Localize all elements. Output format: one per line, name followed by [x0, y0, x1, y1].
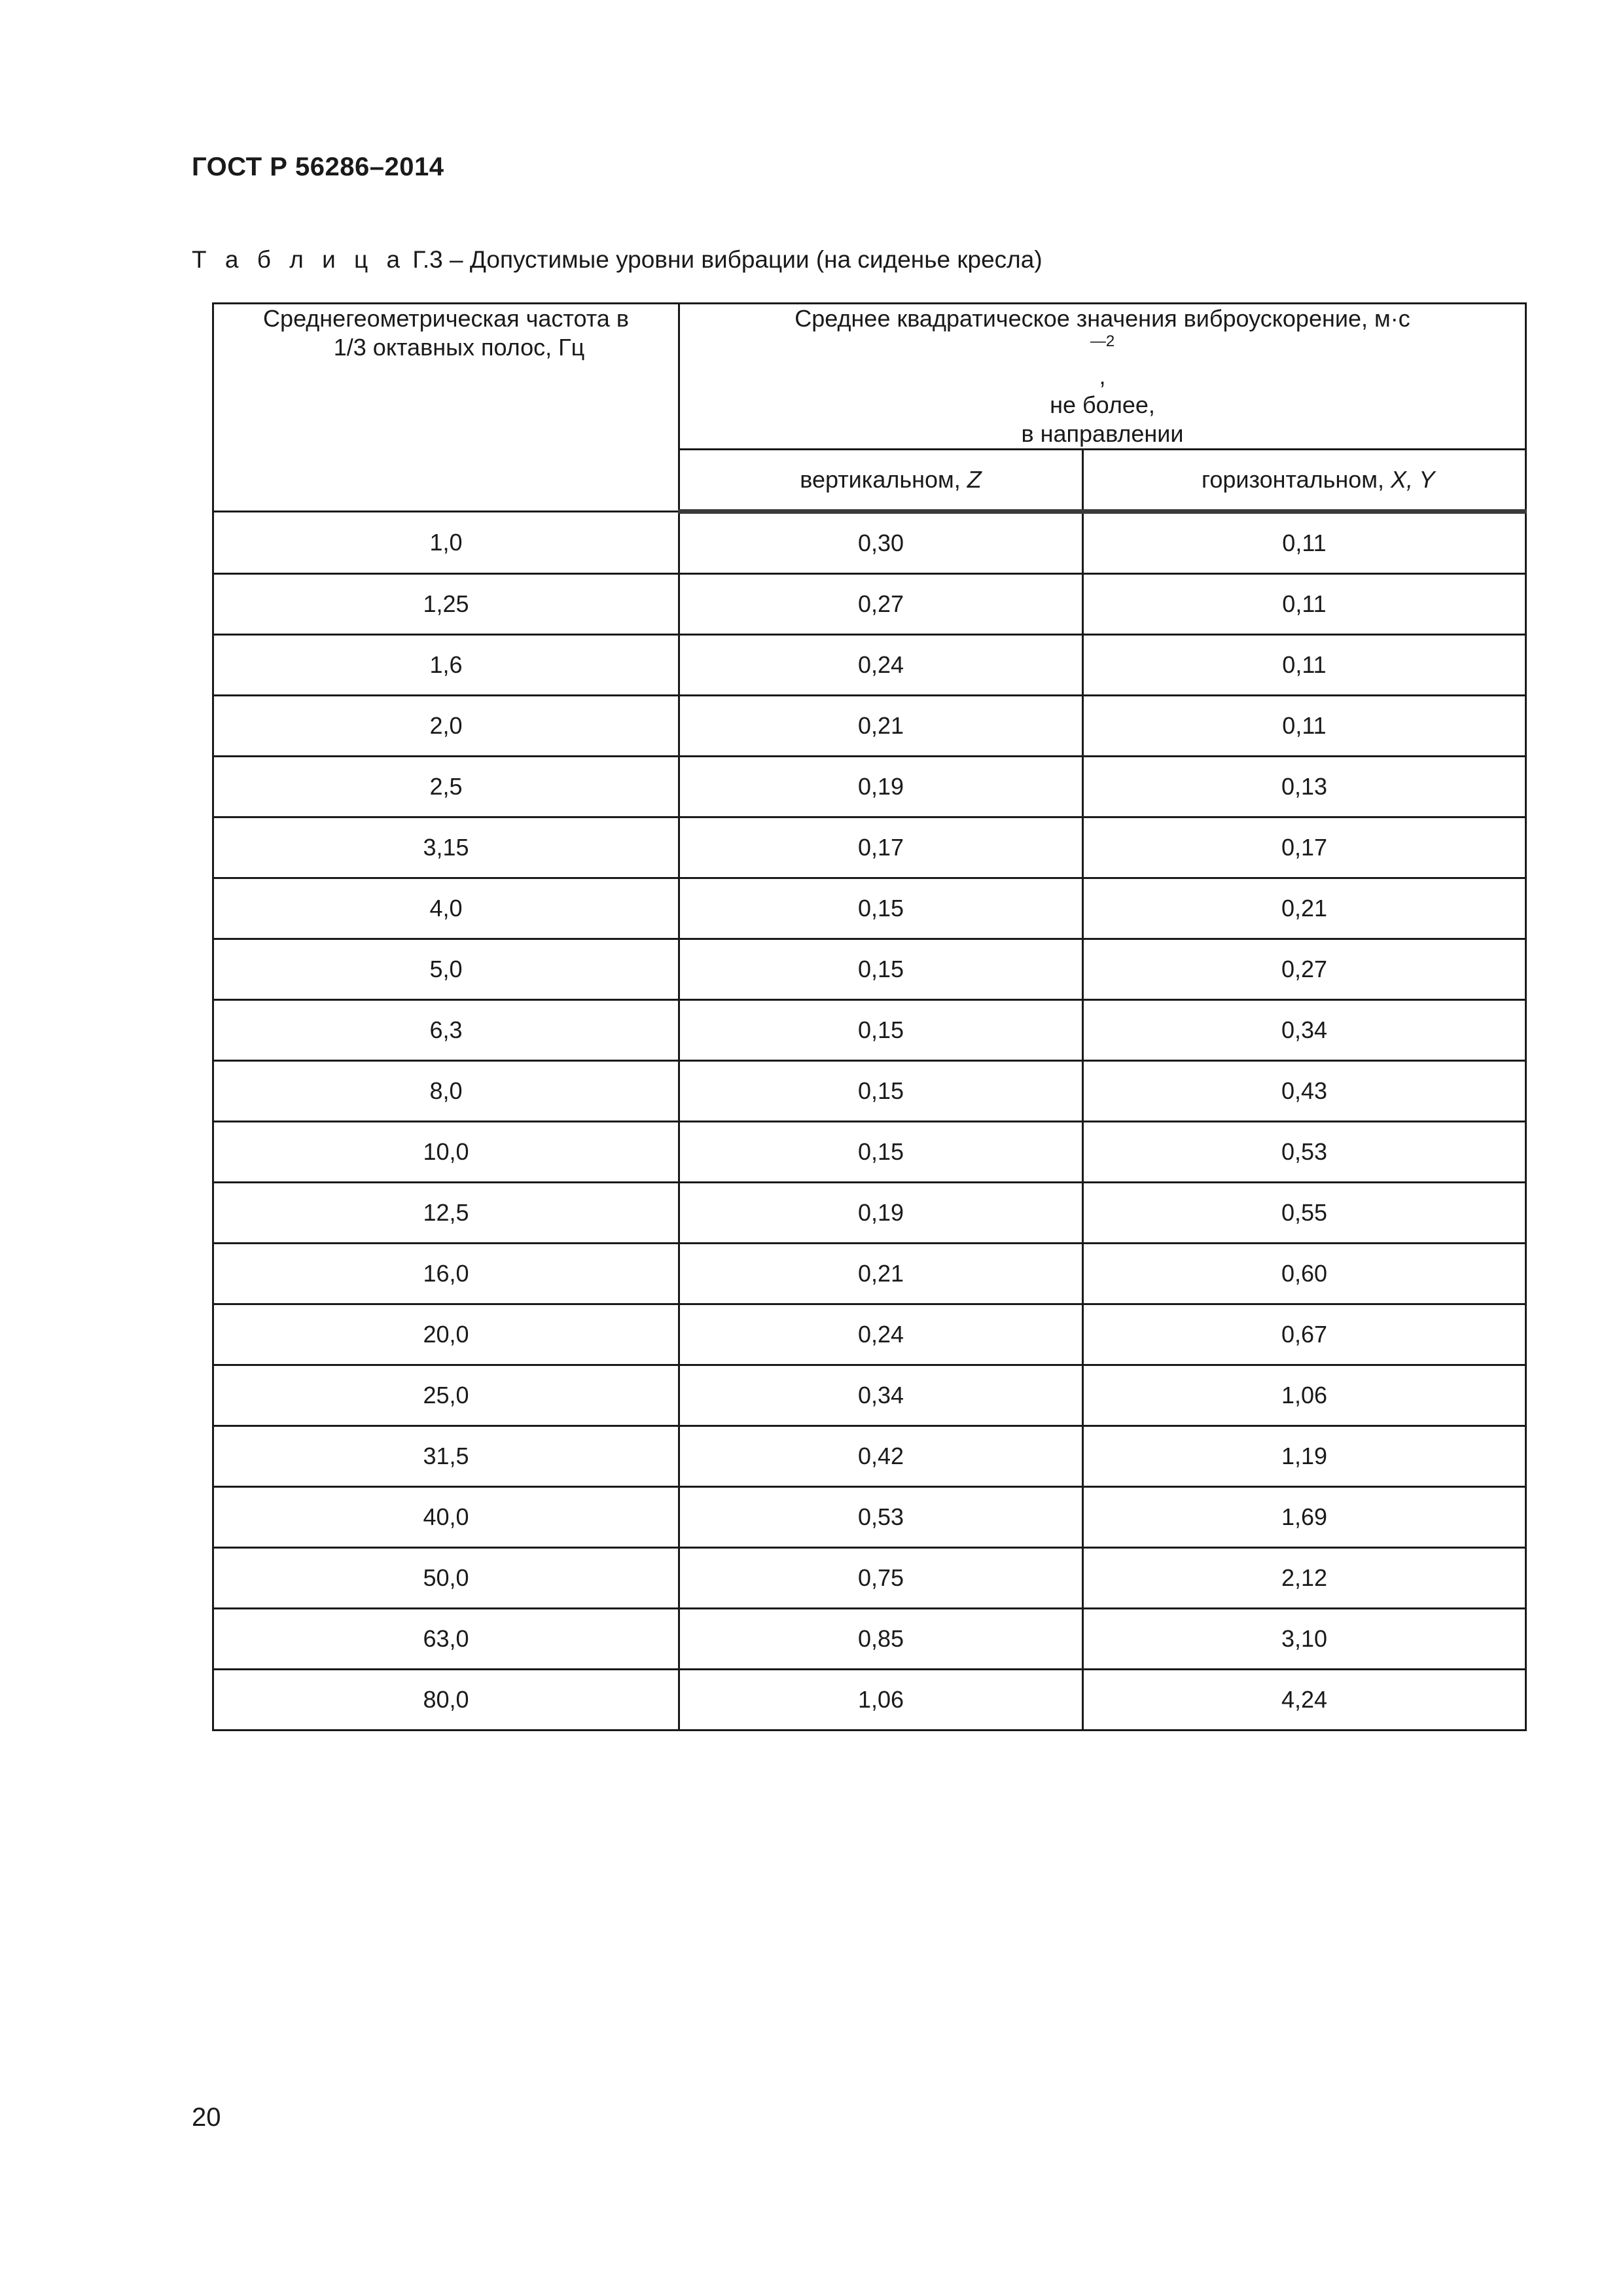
table-row — [213, 1426, 1526, 1487]
header-acceleration-exponent: —2 — [1090, 332, 1115, 350]
cell-frequency: 2,5 — [213, 757, 679, 817]
table-row — [213, 696, 1526, 757]
cell-frequency: 1,6 — [213, 635, 679, 696]
table-row — [213, 1487, 1526, 1548]
table-caption — [192, 246, 1043, 274]
table-row — [213, 1609, 1526, 1670]
header-acceleration-line2: не более, — [1050, 391, 1155, 418]
header-acceleration-comma: , — [1099, 363, 1106, 389]
cell-vertical: 0,24 — [679, 1304, 1083, 1365]
cell-frequency: 16,0 — [213, 1244, 679, 1304]
document-header: ГОСТ Р 56286–2014 — [192, 152, 444, 181]
cell-frequency: 5,0 — [213, 939, 679, 1000]
cell-horizontal: 0,11 — [1083, 512, 1526, 574]
table-caption-number: Г.3 — [412, 246, 443, 273]
cell-horizontal: 0,60 — [1083, 1244, 1526, 1304]
cell-frequency: 20,0 — [213, 1304, 679, 1365]
cell-frequency: 1,0 — [213, 512, 679, 574]
cell-horizontal: 3,10 — [1083, 1609, 1526, 1670]
table-row — [213, 757, 1526, 817]
cell-frequency: 1,25 — [213, 574, 679, 635]
table-row — [213, 1365, 1526, 1426]
cell-vertical: 0,15 — [679, 1061, 1083, 1122]
cell-frequency: 2,0 — [213, 696, 679, 757]
cell-horizontal: 0,43 — [1083, 1061, 1526, 1122]
header-vertical-label: вертикальном, — [800, 466, 967, 493]
cell-horizontal: 0,11 — [1083, 574, 1526, 635]
table-row — [213, 1670, 1526, 1731]
cell-frequency: 40,0 — [213, 1487, 679, 1548]
cell-vertical: 0,17 — [679, 817, 1083, 878]
table-row — [213, 635, 1526, 696]
cell-vertical: 0,19 — [679, 757, 1083, 817]
cell-vertical: 0,15 — [679, 1000, 1083, 1061]
cell-horizontal: 0,27 — [1083, 939, 1526, 1000]
header-horizontal — [1083, 450, 1526, 512]
cell-frequency: 63,0 — [213, 1609, 679, 1670]
cell-frequency: 50,0 — [213, 1548, 679, 1609]
cell-vertical: 0,15 — [679, 878, 1083, 939]
table-row — [213, 1183, 1526, 1244]
table-row — [213, 1061, 1526, 1122]
header-frequency-line1: Среднегеометрическая частота в — [263, 305, 629, 332]
table-row — [213, 574, 1526, 635]
cell-vertical: 0,27 — [679, 574, 1083, 635]
cell-horizontal: 2,12 — [1083, 1548, 1526, 1609]
cell-horizontal: 4,24 — [1083, 1670, 1526, 1731]
table-row — [213, 939, 1526, 1000]
cell-frequency: 8,0 — [213, 1061, 679, 1122]
header-frequency-line2: 1/3 октавных полос, Гц — [333, 334, 585, 361]
cell-horizontal: 1,69 — [1083, 1487, 1526, 1548]
table-row — [213, 1244, 1526, 1304]
cell-horizontal: 0,34 — [1083, 1000, 1526, 1061]
cell-vertical: 0,21 — [679, 1244, 1083, 1304]
table-caption-label: Т а б л и ц а — [192, 246, 406, 273]
cell-vertical: 0,30 — [679, 512, 1083, 574]
table-row — [213, 1000, 1526, 1061]
cell-vertical: 0,75 — [679, 1548, 1083, 1609]
header-vertical-axis: Z — [967, 466, 982, 493]
cell-vertical: 0,24 — [679, 635, 1083, 696]
cell-frequency: 12,5 — [213, 1183, 679, 1244]
table-row — [213, 817, 1526, 878]
cell-horizontal: 0,11 — [1083, 696, 1526, 757]
vibration-levels-table — [212, 302, 1527, 1731]
cell-vertical: 0,21 — [679, 696, 1083, 757]
header-acceleration-line1 — [680, 304, 1525, 391]
cell-horizontal: 0,11 — [1083, 635, 1526, 696]
cell-frequency: 4,0 — [213, 878, 679, 939]
table-row — [213, 1304, 1526, 1365]
cell-horizontal: 0,21 — [1083, 878, 1526, 939]
table-row — [213, 878, 1526, 939]
cell-horizontal: 0,55 — [1083, 1183, 1526, 1244]
header-horizontal-axes: X, Y — [1391, 466, 1435, 493]
cell-vertical: 0,85 — [679, 1609, 1083, 1670]
header-acceleration-text: Среднее квадратическое значения виброускорение, м·с — [794, 305, 1410, 332]
cell-vertical: 1,06 — [679, 1670, 1083, 1731]
table-row — [213, 1548, 1526, 1609]
cell-frequency: 3,15 — [213, 817, 679, 878]
cell-horizontal: 0,67 — [1083, 1304, 1526, 1365]
cell-vertical: 0,34 — [679, 1365, 1083, 1426]
cell-horizontal: 0,17 — [1083, 817, 1526, 878]
cell-frequency: 31,5 — [213, 1426, 679, 1487]
cell-vertical: 0,19 — [679, 1183, 1083, 1244]
cell-frequency: 10,0 — [213, 1122, 679, 1183]
header-acceleration-line3: в направлении — [1021, 420, 1184, 447]
table-caption-title: – Допустимые уровни вибрации (на сиденье кресла) — [450, 246, 1043, 273]
page-number: 20 — [192, 2103, 221, 2132]
cell-vertical: 0,53 — [679, 1487, 1083, 1548]
header-frequency — [213, 304, 679, 512]
cell-vertical: 0,42 — [679, 1426, 1083, 1487]
cell-horizontal: 1,06 — [1083, 1365, 1526, 1426]
cell-frequency: 25,0 — [213, 1365, 679, 1426]
table-header — [213, 304, 1526, 512]
cell-horizontal: 0,13 — [1083, 757, 1526, 817]
header-horizontal-label: горизонтальном, — [1202, 466, 1391, 493]
header-acceleration-group — [679, 304, 1526, 450]
cell-frequency: 6,3 — [213, 1000, 679, 1061]
table-body — [213, 512, 1526, 1731]
header-row-top — [213, 304, 1526, 450]
table-row — [213, 512, 1526, 574]
cell-horizontal: 1,19 — [1083, 1426, 1526, 1487]
header-vertical — [679, 450, 1083, 512]
cell-horizontal: 0,53 — [1083, 1122, 1526, 1183]
cell-vertical: 0,15 — [679, 939, 1083, 1000]
cell-frequency: 80,0 — [213, 1670, 679, 1731]
table-row — [213, 1122, 1526, 1183]
cell-vertical: 0,15 — [679, 1122, 1083, 1183]
